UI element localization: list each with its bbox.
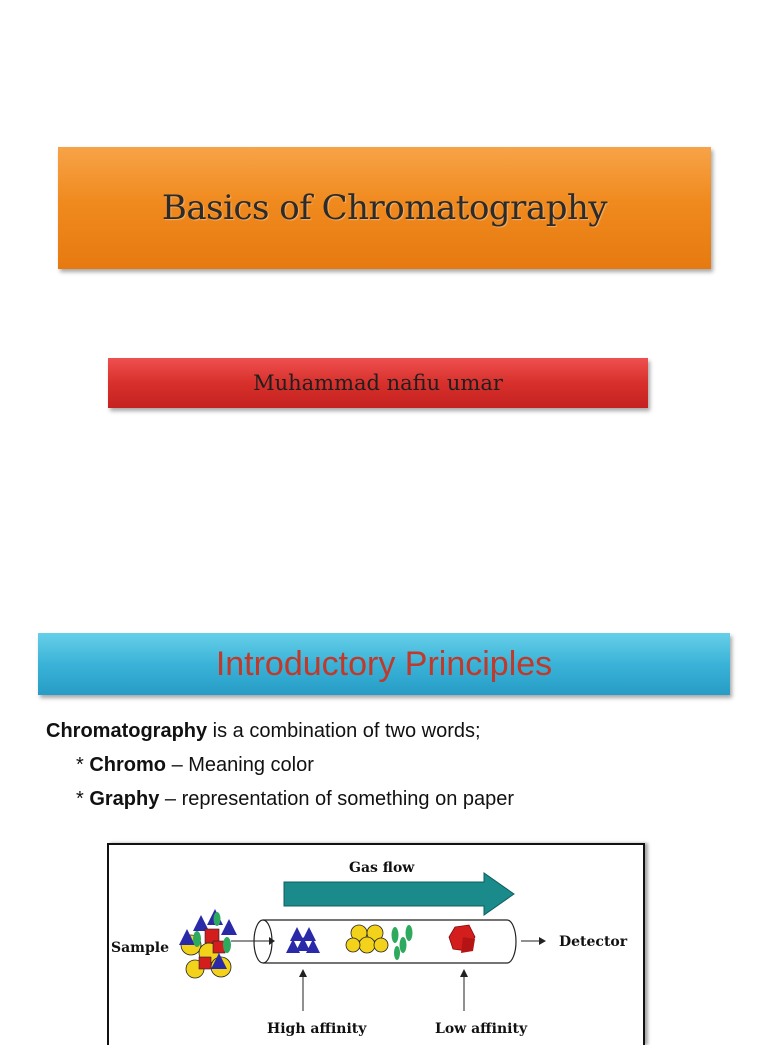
chromatography-diagram bbox=[107, 843, 645, 1045]
author-banner bbox=[108, 358, 648, 408]
gas-flow-label: Gas flow bbox=[349, 860, 415, 876]
detector-label: Detector bbox=[559, 934, 628, 950]
heading-banner bbox=[38, 633, 730, 695]
author-name: Muhammad nafiu umar bbox=[253, 371, 503, 395]
slide-heading: Introductory Principles bbox=[215, 644, 553, 683]
bullet-prefix: * bbox=[76, 788, 90, 810]
bullet-chromo bbox=[46, 748, 726, 782]
body-text bbox=[46, 714, 726, 816]
bullet-rest: – Meaning color bbox=[166, 754, 314, 776]
high-affinity-molecules bbox=[286, 927, 320, 953]
intro-line bbox=[46, 714, 726, 748]
gas-flow-arrow bbox=[284, 873, 514, 915]
low-affinity-molecules bbox=[449, 925, 475, 953]
sample-cluster bbox=[179, 909, 237, 978]
intro-rest: is a combination of two words; bbox=[207, 720, 481, 742]
low-affinity-label: Low affinity bbox=[435, 1021, 528, 1037]
sample-label: Sample bbox=[111, 940, 170, 956]
bullet-term: Chromo bbox=[89, 754, 167, 776]
slide-title: Basics of Chromatography bbox=[161, 188, 608, 228]
intro-slide bbox=[0, 590, 768, 1037]
diagram-svg bbox=[109, 845, 643, 1045]
mid-affinity-molecules bbox=[346, 925, 413, 960]
bullet-graphy bbox=[46, 782, 726, 816]
title-banner bbox=[58, 147, 711, 269]
bullet-rest: – representation of something on paper bbox=[159, 788, 515, 810]
bullet-term: Graphy bbox=[89, 788, 160, 810]
high-affinity-label: High affinity bbox=[267, 1021, 367, 1037]
intro-term: Chromatography bbox=[46, 720, 208, 742]
bullet-prefix: * bbox=[76, 754, 90, 776]
